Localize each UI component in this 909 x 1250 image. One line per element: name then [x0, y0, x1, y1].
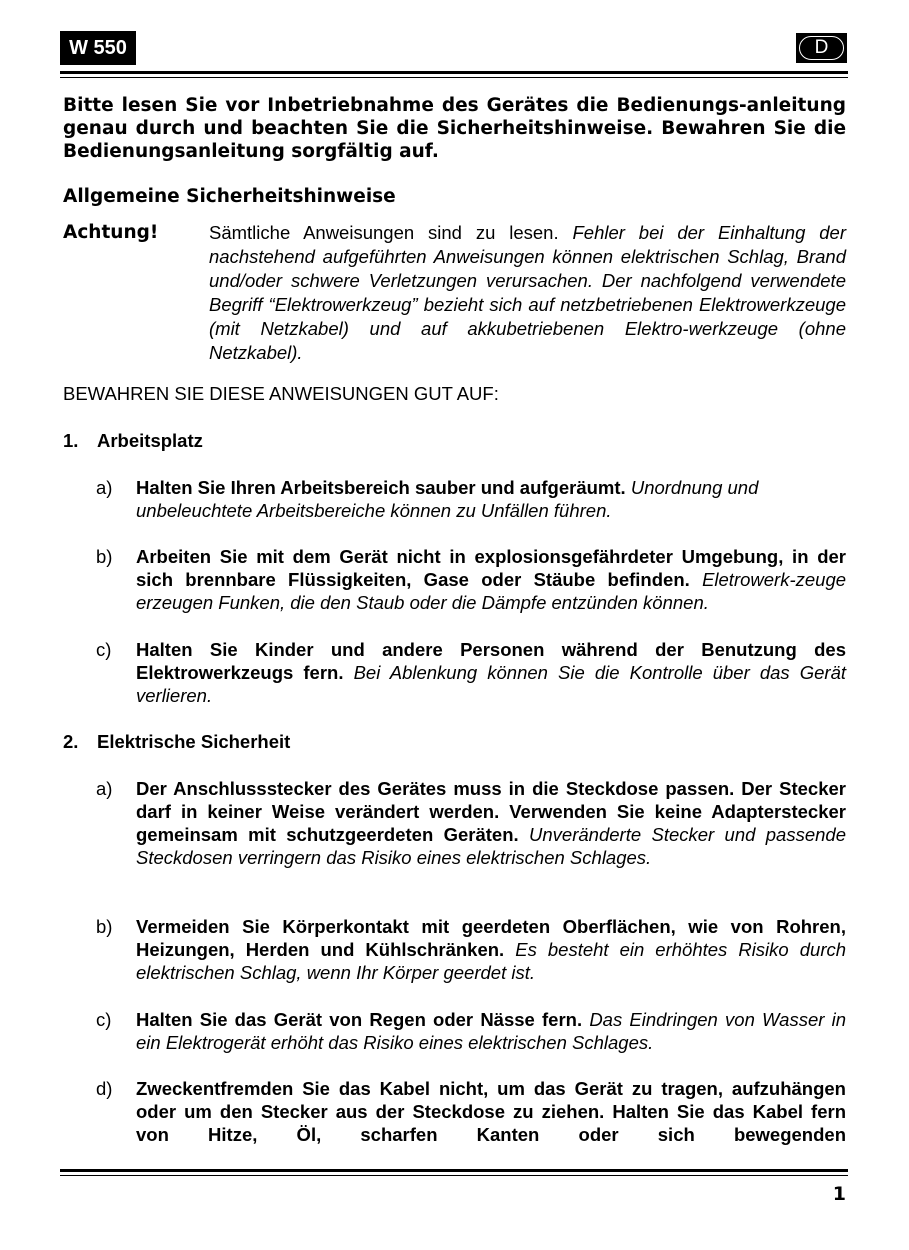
section-number: 2. — [63, 731, 79, 752]
list-item-text — [136, 476, 846, 522]
keep-instructions-notice: BEWAHREN SIE DIESE ANWEISUNGEN GUT AUF: — [63, 383, 499, 404]
list-item-bold: Arbeiten Sie mit dem Gerät nicht in explosionsgefährdeter Umgebung, in der sich brennbare Flüssigkeiten, Gase oder Stäube befinden. — [136, 546, 846, 590]
list-item-bold: Zweckentfremden Sie das Kabel nicht, um das Gerät zu tragen, aufzuhängen oder um den Stecker aus der Steckdose zu ziehen. Halten Sie das Kabel fern von Hitze, Öl, scharfen Kanten oder sich bewegenden — [136, 1078, 846, 1145]
section-number: 1. — [63, 430, 79, 451]
list-item-bold: Halten Sie Kinder und andere Personen während der Benutzung des Elektrowerkzeugs fern. — [136, 639, 846, 683]
language-badge — [796, 33, 847, 63]
header-rule-thick — [60, 71, 848, 74]
header-rule-thin — [60, 77, 848, 78]
intro-paragraph: Bitte lesen Sie vor Inbetriebnahme des Gerätes die Bedienungs-anleitung genau durch und beachten Sie die Sicherheitshinweise. Bewahren Sie die Bedienungsanleitung sorgfältig auf. — [63, 95, 846, 162]
list-item-text — [136, 1077, 846, 1146]
list-item-text — [136, 545, 846, 614]
list-item-label: b) — [96, 916, 113, 937]
list-item-label: c) — [96, 639, 112, 660]
footer-rule-thin — [60, 1175, 848, 1176]
general-safety-heading: Allgemeine Sicherheitshinweise — [63, 186, 396, 207]
section-title: Arbeitsplatz — [97, 430, 203, 451]
warning-text-plain: Sämtliche Anweisungen sind zu lesen. — [209, 222, 559, 243]
list-item-text — [136, 638, 846, 707]
list-item-bold: Halten Sie Ihren Arbeitsbereich sauber und aufgeräumt. — [136, 477, 626, 498]
section-heading-electrical-safety — [63, 730, 290, 754]
list-item-label: b) — [96, 546, 113, 567]
list-item-bold: Vermeiden Sie Körperkontakt mit geerdeten Oberflächen, wie von Rohren, Heizungen, Herden und Kühlschränken. — [136, 916, 846, 960]
warning-label: Achtung! — [63, 222, 159, 243]
list-item-italic: Eletrowerk-zeuge erzeugen Funken, die den Staub oder die Dämpfe entzünden können. — [136, 569, 847, 613]
warning-text-italic: Fehler bei der Einhaltung der nachstehend aufgeführten Anweisungen können elektrischen Schlag, Brand und/oder schwere Verletzungen verursachen. Der nachfolgend verwendete Begriff “Elektrowerkzeug” bezieht sich auf netzbetriebenen Elektrowerkzeuge (mit Netzkabel) und auf akkubetriebenen Elektro-werkzeuge (ohne Netzkabel). — [209, 222, 846, 363]
list-item-italic: Unveränderte Stecker und passende Steckdosen verringern das Risiko eines elektrischen Schlages. — [136, 824, 846, 868]
list-item-text — [136, 915, 846, 984]
list-item-label: a) — [96, 778, 113, 799]
list-item-label: c) — [96, 1009, 112, 1030]
list-item-bold: Der Anschlussstecker des Gerätes muss in die Steckdose passen. Der Stecker darf in keiner Weise verändert werden. Verwenden Sie keine Adapterstecker gemeinsam mit schutzgeerdeten Geräten. — [136, 778, 846, 845]
list-item-text — [136, 777, 846, 869]
list-item-label: a) — [96, 477, 113, 498]
language-code: D — [799, 36, 844, 60]
section-heading-workplace — [63, 429, 203, 453]
list-item-bold: Halten Sie das Gerät von Regen oder Nässe fern. — [136, 1009, 583, 1030]
warning-text — [209, 221, 846, 365]
list-item-italic: Bei Ablenkung können Sie die Kontrolle über das Gerät verlieren. — [136, 662, 847, 706]
list-item-italic: Das Eindringen von Wasser in ein Elektrogerät erhöht das Risiko eines elektrischen Schlages. — [136, 1009, 846, 1053]
list-item-text — [136, 1008, 846, 1054]
list-item-italic: Es besteht ein erhöhtes Risiko durch elektrischen Schlag, wenn Ihr Körper geerdet ist. — [136, 939, 847, 983]
section-title: Elektrische Sicherheit — [97, 731, 291, 752]
page-number: 1 — [832, 1183, 846, 1205]
list-item-italic: Unordnung und unbeleuchtete Arbeitsbereiche können zu Unfällen führen. — [136, 477, 759, 521]
list-item-label: d) — [96, 1078, 113, 1099]
model-badge: W 550 — [60, 31, 136, 65]
footer-rule-thick — [60, 1169, 848, 1172]
